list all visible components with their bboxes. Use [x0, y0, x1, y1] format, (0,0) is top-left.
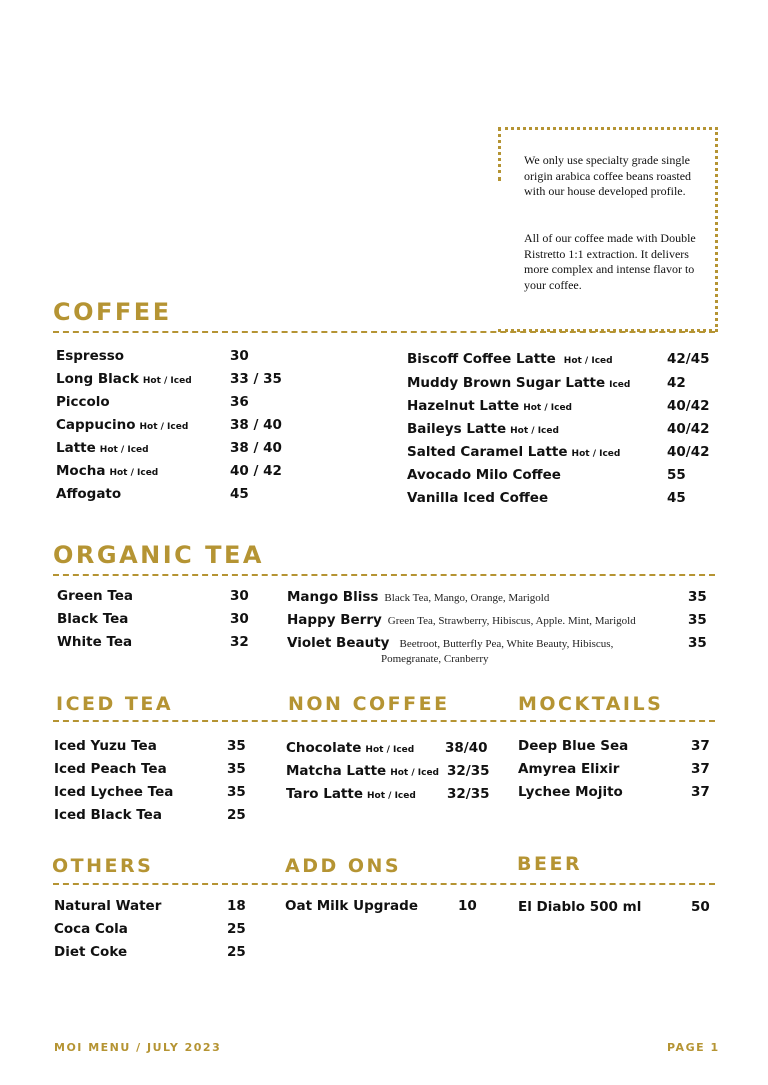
list-item [285, 898, 485, 918]
item-name: Salted Caramel Latte Hot / Iced [407, 444, 621, 460]
item-price: 40/42 [667, 444, 710, 460]
item-price: 38 / 40 [230, 440, 282, 456]
item-name: Violet Beauty Beetroot, Butterfly Pea, White Beauty, Hibiscus, [287, 635, 614, 651]
section-divider-row-2 [53, 720, 715, 722]
item-name: Avocado Milo Coffee [407, 467, 561, 483]
section-title-organic-tea: ORGANIC TEA [53, 541, 264, 569]
item-price: 25 [227, 807, 246, 823]
footer-page-number: PAGE 1 [667, 1041, 720, 1054]
item-price: 45 [230, 486, 249, 502]
item-price: 33 / 35 [230, 371, 282, 387]
item-description: Black Tea, Mango, Orange, Marigold [384, 592, 550, 604]
item-note: Iced [609, 380, 631, 390]
item-name: Baileys Latte Hot / Iced [407, 421, 559, 437]
item-price: 32 [230, 634, 249, 650]
item-note: Hot / Iced [99, 445, 149, 455]
item-name: Diet Coke [54, 944, 128, 960]
item-name: Black Tea [57, 611, 129, 627]
item-name: Hazelnut Latte Hot / Iced [407, 398, 573, 414]
item-price: 36 [230, 394, 249, 410]
list-item [56, 348, 286, 368]
list-item [54, 807, 254, 827]
item-name: Iced Peach Tea [54, 761, 167, 777]
list-item [286, 786, 496, 806]
item-name: White Tea [57, 634, 133, 650]
list-item [286, 763, 496, 783]
section-title-add-ons: ADD ONS [285, 855, 402, 877]
item-name: Long Black Hot / Iced [56, 371, 192, 387]
list-item [407, 421, 710, 441]
item-price: 35 [227, 761, 246, 777]
list-item [54, 738, 254, 758]
list-item [407, 398, 710, 418]
intro-box-left-border [498, 127, 501, 181]
item-price: 35 [688, 612, 707, 628]
list-item [56, 440, 286, 460]
item-name: Amyrea Elixir [518, 761, 620, 777]
item-price: 38/40 [445, 740, 488, 756]
section-title-beer: BEER [517, 853, 583, 875]
item-price: 30 [230, 588, 249, 604]
item-price: 45 [667, 490, 686, 506]
item-price: 37 [691, 738, 710, 754]
item-price: 30 [230, 348, 249, 364]
item-price: 35 [688, 635, 707, 651]
list-item [54, 921, 254, 941]
item-note: Hot / Iced [510, 426, 559, 436]
item-name: Chocolate Hot / Iced [286, 740, 415, 756]
item-name: Mocha Hot / Iced [56, 463, 159, 479]
item-note: Hot / Iced [523, 403, 573, 413]
item-price: 37 [691, 784, 710, 800]
list-item [407, 444, 710, 464]
section-divider-organic-tea [53, 574, 715, 576]
list-item [518, 761, 713, 781]
section-title-coffee: COFFEE [53, 298, 172, 326]
item-price: 25 [227, 921, 246, 937]
item-name: Latte Hot / Iced [56, 440, 149, 456]
list-item [287, 589, 707, 609]
section-title-non-coffee: NON COFFEE [288, 693, 450, 715]
item-note: Hot / Iced [139, 422, 189, 432]
item-price: 40/42 [667, 421, 710, 437]
section-title-mocktails: MOCKTAILS [518, 693, 664, 715]
list-item [518, 899, 713, 919]
section-title-iced-tea: ICED TEA [56, 693, 174, 715]
item-note: Hot / Iced [109, 468, 159, 478]
item-name: Vanilla Iced Coffee [407, 490, 549, 506]
item-price: 30 [230, 611, 249, 627]
list-item [57, 634, 247, 654]
item-note: Hot / Iced [365, 745, 415, 755]
list-item [407, 467, 707, 487]
list-item [54, 944, 254, 964]
list-item [54, 761, 254, 781]
item-price: 35 [688, 589, 707, 605]
section-divider-coffee [53, 331, 715, 333]
list-item [287, 612, 707, 632]
list-item [56, 486, 286, 506]
item-name: Coca Cola [54, 921, 128, 937]
item-name: El Diablo 500 ml [518, 899, 642, 915]
list-item [287, 635, 707, 655]
item-price: 32/35 [447, 763, 490, 779]
item-name: Green Tea [57, 588, 134, 604]
list-item [56, 417, 286, 437]
item-note: Hot / Iced [563, 356, 613, 366]
item-name: Mango Bliss Black Tea, Mango, Orange, Marigold [287, 589, 550, 605]
item-name: Iced Black Tea [54, 807, 162, 823]
item-price: 10 [458, 898, 477, 914]
list-item [56, 394, 286, 414]
item-price: 32/35 [447, 786, 490, 802]
list-item [56, 463, 286, 483]
item-name: Espresso [56, 348, 125, 364]
item-name: Affogato [56, 486, 122, 502]
item-name: Muddy Brown Sugar Latte Iced [407, 375, 631, 391]
section-title-others: OTHERS [52, 855, 154, 877]
item-price: 18 [227, 898, 246, 914]
list-item [407, 351, 710, 371]
item-note: Hot / Iced [367, 791, 416, 801]
item-price: 40/42 [667, 398, 710, 414]
list-item [407, 375, 707, 395]
list-item [56, 371, 286, 391]
item-description: Green Tea, Strawberry, Hibiscus, Apple. Mint, Marigold [387, 615, 636, 627]
item-price: 50 [691, 899, 710, 915]
item-name: Oat Milk Upgrade [285, 898, 418, 914]
list-item [407, 490, 707, 510]
list-item [518, 738, 713, 758]
item-note: Hot / Iced [390, 768, 440, 778]
item-name: Happy Berry Green Tea, Strawberry, Hibiscus, Apple. Mint, Marigold [287, 612, 636, 628]
intro-paragraph-1: We only use specialty grade single origin arabica coffee beans roasted with our house developed profile. [524, 153, 692, 198]
item-price: 42 [667, 375, 686, 391]
list-item [57, 588, 247, 608]
item-description-continued: Pomegranate, Cranberry [381, 653, 489, 665]
list-item [286, 740, 496, 760]
list-item [57, 611, 247, 631]
item-name: Natural Water [54, 898, 162, 914]
item-name: Biscoff Coffee Latte Hot / Iced [407, 351, 613, 367]
item-price: 40 / 42 [230, 463, 282, 479]
item-name: Iced Lychee Tea [54, 784, 174, 800]
item-name: Cappucino Hot / Iced [56, 417, 189, 433]
item-description: Beetroot, Butterfly Pea, White Beauty, Hibiscus, [399, 638, 614, 650]
item-price: 38 / 40 [230, 417, 282, 433]
footer-menu-date: MOI MENU / JULY 2023 [54, 1041, 222, 1054]
item-price: 37 [691, 761, 710, 777]
item-price: 42/45 [667, 351, 710, 367]
item-name: Taro Latte Hot / Iced [286, 786, 416, 802]
item-price: 35 [227, 784, 246, 800]
section-divider-row-3 [53, 883, 715, 885]
intro-paragraph-2: All of our coffee made with Double Ristretto 1:1 extraction. It delivers more complex and intense flavor to your coffee. [524, 231, 696, 292]
item-price: 25 [227, 944, 246, 960]
item-name: Piccolo [56, 394, 110, 410]
item-name: Deep Blue Sea [518, 738, 629, 754]
list-item [54, 784, 254, 804]
item-note: Hot / Iced [571, 449, 621, 459]
item-note: Hot / Iced [142, 376, 192, 386]
item-price: 35 [227, 738, 246, 754]
item-price: 55 [667, 467, 686, 483]
list-item [54, 898, 254, 918]
item-name: Lychee Mojito [518, 784, 623, 800]
item-name: Matcha Latte Hot / Iced [286, 763, 440, 779]
item-name: Iced Yuzu Tea [54, 738, 157, 754]
list-item [518, 784, 713, 804]
